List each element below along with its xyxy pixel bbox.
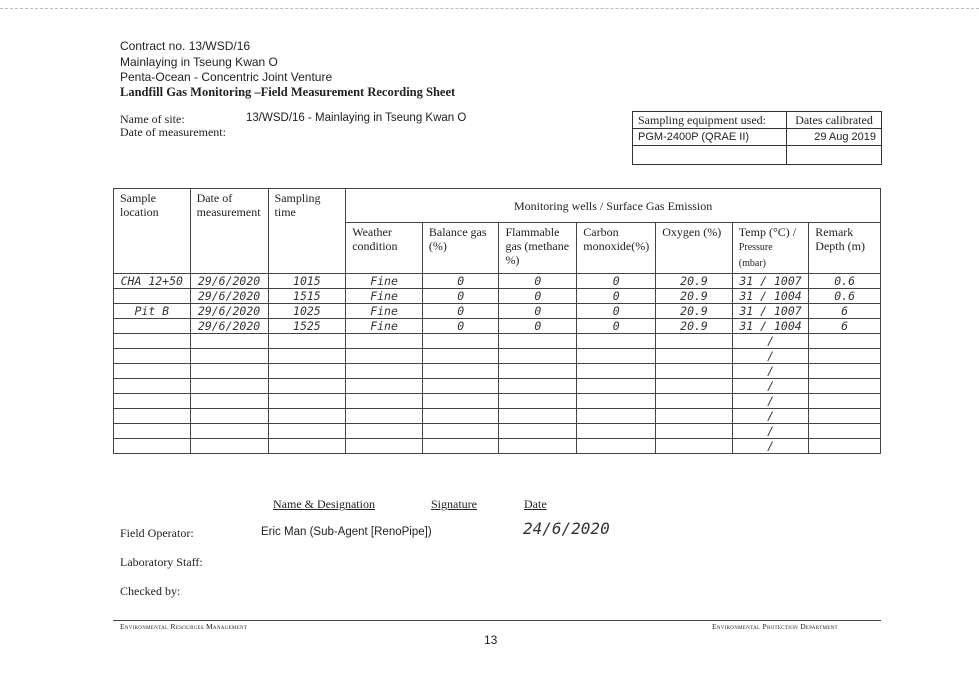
cell-sample-location [114,409,191,424]
table-row [114,289,881,304]
cell-sampling-time: 1515 [268,289,346,304]
calibration-header: Dates calibrated [787,112,882,129]
cell-balance-gas [422,334,499,349]
cell-weather: Fine [346,319,423,334]
name-designation-heading: Name & Designation [273,497,375,511]
cell-remark-depth [809,409,881,424]
cell-oxygen [656,439,733,454]
cell-remark-depth [809,424,881,439]
checked-by-label: Checked by: [120,584,181,598]
cell-carbon-monoxide [577,364,656,379]
cell-remark-depth [809,394,881,409]
cell-sampling-time [268,439,346,454]
cell-temp-pressure: / [732,439,808,454]
cell-measurement-date [190,409,268,424]
cell-flammable-gas [499,439,577,454]
table-row [114,304,881,319]
measurement-table [113,188,881,454]
cell-sample-location [114,439,191,454]
cell-flammable-gas: 0 [499,274,577,289]
header-remark-depth: Remark Depth (m) [809,223,881,274]
cell-carbon-monoxide: 0 [577,289,656,304]
cell-flammable-gas [499,364,577,379]
cell-carbon-monoxide: 0 [577,304,656,319]
cell-oxygen [656,424,733,439]
cell-sampling-time: 1525 [268,319,346,334]
cell-carbon-monoxide [577,394,656,409]
footer-right: Environmental Protection Department [712,622,838,631]
cell-flammable-gas [499,409,577,424]
cell-remark-depth: 6 [809,304,881,319]
cell-temp-pressure: / [732,364,808,379]
cell-oxygen [656,379,733,394]
cell-temp-pressure: / [732,349,808,364]
cell-sample-location [114,334,191,349]
equipment-header: Sampling equipment used: [633,112,787,129]
header-sample-location: Sample location [114,189,191,274]
table-row [114,379,881,394]
cell-flammable-gas: 0 [499,289,577,304]
site-name-value: 13/WSD/16 - Mainlaying in Tseung Kwan O [246,112,467,124]
table-row [114,349,881,364]
cell-oxygen [656,349,733,364]
field-operator-name: Eric Man (Sub-Agent [RenoPipe]) [261,526,432,538]
cell-carbon-monoxide: 0 [577,319,656,334]
cell-balance-gas [422,379,499,394]
cell-balance-gas: 0 [422,274,499,289]
cell-sampling-time [268,394,346,409]
cell-weather [346,379,423,394]
signature-heading: Signature [431,497,477,511]
cell-weather [346,334,423,349]
cell-carbon-monoxide [577,409,656,424]
cell-remark-depth: 0.6 [809,274,881,289]
cell-oxygen: 20.9 [656,274,733,289]
cell-temp-pressure: 31 / 1007 [732,304,808,319]
cell-balance-gas [422,364,499,379]
cell-temp-pressure: 31 / 1004 [732,289,808,304]
cell-sample-location [114,394,191,409]
cell-weather: Fine [346,289,423,304]
cell-carbon-monoxide [577,439,656,454]
cell-carbon-monoxide [577,334,656,349]
sheet-title: Landfill Gas Monitoring –Field Measurement Recording Sheet [120,85,456,99]
cell-oxygen [656,394,733,409]
header-flammable-gas: Flammable gas (methane %) [499,223,577,274]
field-operator-date: 24/6/2020 [523,519,610,538]
header-carbon-monoxide: Carbon monoxide(%) [577,223,656,274]
cell-remark-depth [809,364,881,379]
cell-sampling-time [268,349,346,364]
cell-weather [346,394,423,409]
scan-top-edge [0,8,979,9]
cell-sample-location [114,319,191,334]
cell-measurement-date [190,439,268,454]
contract-no: Contract no. 13/WSD/16 [120,39,251,53]
header-balance-gas: Balance gas (%) [422,223,499,274]
cell-balance-gas: 0 [422,319,499,334]
cell-balance-gas [422,349,499,364]
calibration-date: 29 Aug 2019 [787,129,882,146]
cell-remark-depth [809,349,881,364]
cell-measurement-date [190,424,268,439]
cell-sampling-time [268,424,346,439]
page-number: 13 [484,633,498,647]
cell-temp-pressure: / [732,334,808,349]
header-sampling-time: Sampling time [268,189,346,274]
cell-measurement-date [190,379,268,394]
cell-temp-pressure: / [732,379,808,394]
table-row [114,319,881,334]
cell-measurement-date [190,334,268,349]
field-operator-label: Field Operator: [120,526,194,540]
contractor-name: Penta-Ocean - Concentric Joint Venture [120,70,333,84]
cell-temp-pressure: / [732,394,808,409]
cell-oxygen [656,334,733,349]
cell-temp-pressure: 31 / 1004 [732,319,808,334]
cell-sample-location [114,289,191,304]
cell-flammable-gas [499,394,577,409]
cell-measurement-date [190,394,268,409]
cell-weather [346,409,423,424]
equipment-name [633,146,787,165]
cell-remark-depth [809,379,881,394]
cell-oxygen: 20.9 [656,319,733,334]
cell-temp-pressure: / [732,409,808,424]
table-row [114,274,881,289]
cell-carbon-monoxide [577,379,656,394]
equipment-name: PGM-2400P (QRAE II) [633,129,787,146]
cell-oxygen: 20.9 [656,289,733,304]
cell-balance-gas [422,409,499,424]
cell-remark-depth: 0.6 [809,289,881,304]
site-name-label: Name of site: [120,112,185,126]
cell-measurement-date: 29/6/2020 [190,274,268,289]
laboratory-staff-label: Laboratory Staff: [120,555,203,569]
cell-balance-gas: 0 [422,304,499,319]
cell-oxygen: 20.9 [656,304,733,319]
cell-sampling-time [268,379,346,394]
cell-sampling-time: 1025 [268,304,346,319]
measurement-date-label: Date of measurement: [120,125,226,139]
cell-carbon-monoxide [577,349,656,364]
cell-sample-location: CHA 12+50 [114,274,191,289]
cell-weather: Fine [346,304,423,319]
project-name: Mainlaying in Tseung Kwan O [120,55,278,69]
cell-sample-location [114,349,191,364]
footer-left: Environmental Resources Management [120,622,248,631]
cell-measurement-date: 29/6/2020 [190,289,268,304]
cell-remark-depth [809,334,881,349]
table-row [114,334,881,349]
table-row [114,394,881,409]
cell-remark-depth: 6 [809,319,881,334]
cell-weather [346,364,423,379]
header-temp-pressure [732,223,808,274]
date-heading: Date [524,497,547,511]
cell-measurement-date: 29/6/2020 [190,319,268,334]
cell-weather [346,349,423,364]
header-weather: Weather condition [346,223,423,274]
table-row [114,409,881,424]
header-monitoring-group: Monitoring wells / Surface Gas Emission [346,189,881,223]
cell-measurement-date [190,364,268,379]
cell-sampling-time [268,364,346,379]
cell-balance-gas [422,439,499,454]
cell-sample-location [114,424,191,439]
table-row [114,364,881,379]
cell-flammable-gas: 0 [499,304,577,319]
cell-measurement-date: 29/6/2020 [190,304,268,319]
cell-remark-depth [809,439,881,454]
header-measurement-date: Date of measurement [190,189,268,274]
cell-sample-location [114,379,191,394]
cell-flammable-gas [499,379,577,394]
cell-flammable-gas [499,334,577,349]
calibration-date [787,146,882,165]
cell-weather [346,439,423,454]
header-temp: Temp (°C) / [738,225,797,239]
cell-balance-gas [422,424,499,439]
cell-carbon-monoxide: 0 [577,274,656,289]
cell-oxygen [656,364,733,379]
cell-sampling-time [268,409,346,424]
table-row [114,439,881,454]
cell-weather: Fine [346,274,423,289]
cell-flammable-gas [499,424,577,439]
cell-sample-location [114,364,191,379]
cell-balance-gas: 0 [422,289,499,304]
cell-weather [346,424,423,439]
cell-temp-pressure: 31 / 1007 [732,274,808,289]
cell-flammable-gas [499,349,577,364]
cell-flammable-gas: 0 [499,319,577,334]
cell-balance-gas [422,394,499,409]
cell-sampling-time: 1015 [268,274,346,289]
table-row [114,424,881,439]
cell-oxygen [656,409,733,424]
header-pressure: Pressure (mbar) [738,242,773,269]
cell-carbon-monoxide [577,424,656,439]
cell-temp-pressure: / [732,424,808,439]
cell-measurement-date [190,349,268,364]
cell-sample-location: Pit B [114,304,191,319]
cell-sampling-time [268,334,346,349]
equipment-table [632,111,882,165]
header-oxygen: Oxygen (%) [656,223,733,274]
footer-rule [113,620,881,621]
